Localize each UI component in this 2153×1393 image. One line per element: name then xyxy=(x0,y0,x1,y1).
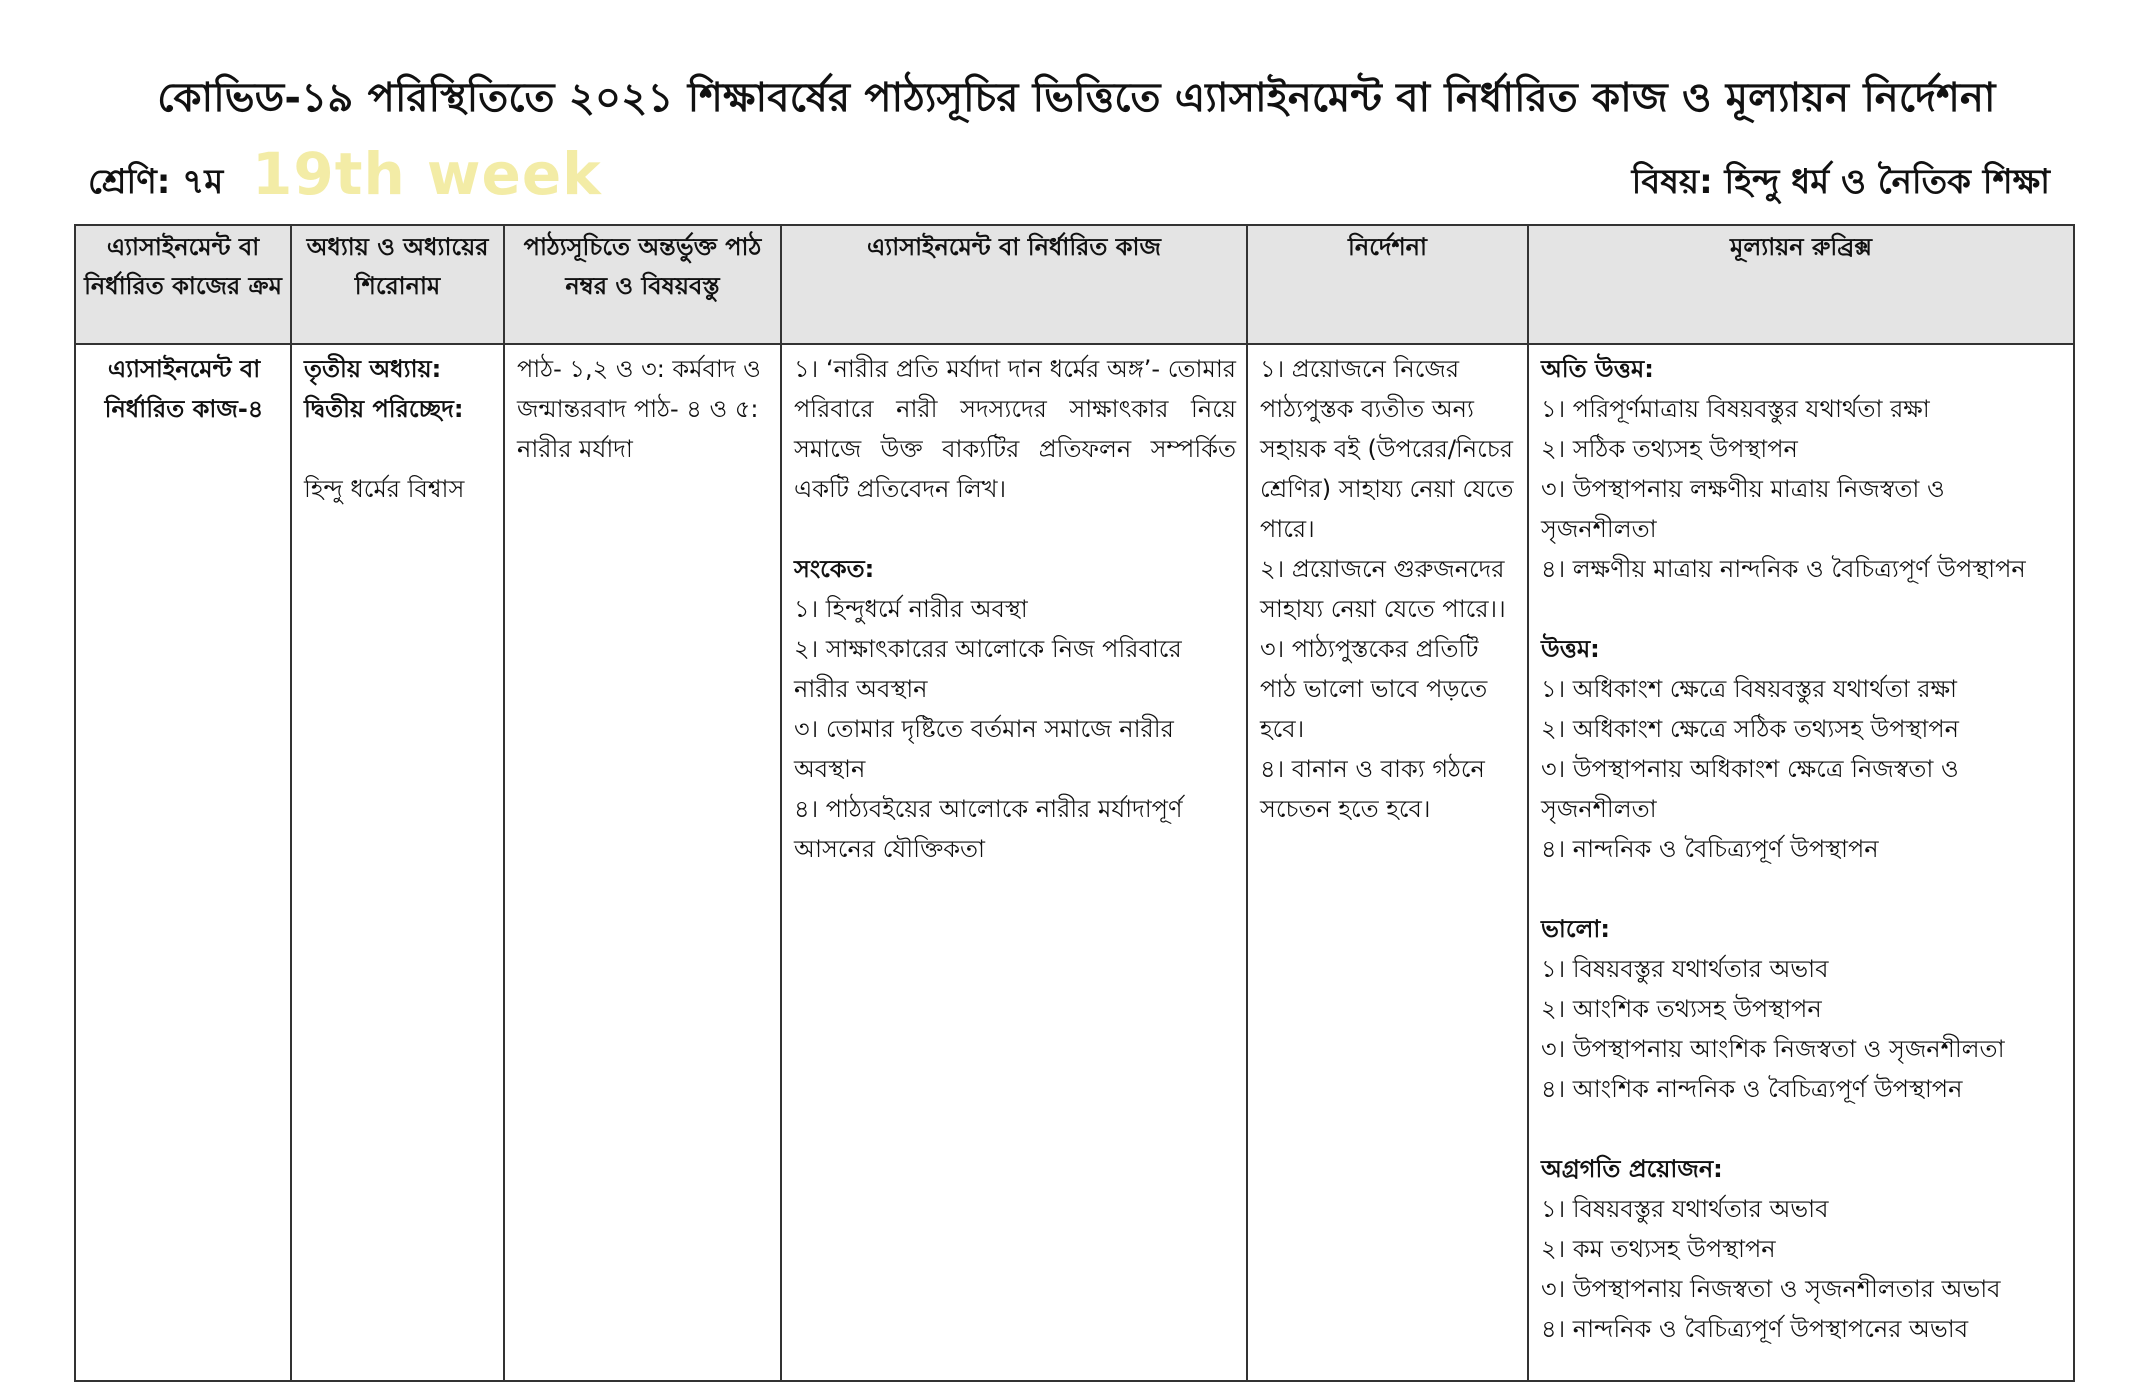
header-chapter: অধ্যায় ও অধ্যায়ের শিরোনাম xyxy=(291,225,504,344)
table-row xyxy=(75,344,2074,1381)
rubric-item: ৪। লক্ষণীয় মাত্রায় নান্দনিক ও বৈচিত্র্যপূর্ণ উপস্থাপন xyxy=(1541,555,2026,583)
rubric-heading: ভালো: xyxy=(1541,915,1610,943)
header-task: এ্যাসাইনমেন্ট বা নির্ধারিত কাজ xyxy=(781,225,1247,344)
rubric-item: ১। পরিপূর্ণমাত্রায় বিষয়বস্তুর যথার্থতা রক্ষা xyxy=(1541,395,1930,423)
hint-item: ২। সাক্ষাৎকারের আলোকে নিজ পরিবারে নারীর অবস্থান xyxy=(794,635,1182,703)
rubric-heading: উত্তম: xyxy=(1541,635,1600,663)
header-lessons: পাঠ্যসূচিতে অন্তর্ভুক্ত পাঠ নম্বর ও বিষয়বস্তু xyxy=(504,225,781,344)
rubric-item: ১। অধিকাংশ ক্ষেত্রে বিষয়বস্তুর যথার্থতা রক্ষা xyxy=(1541,675,1957,703)
table-header-row xyxy=(75,225,2074,344)
rubric-item: ২। আংশিক তথ্যসহ উপস্থাপন xyxy=(1541,995,1822,1023)
rubric-item: ৪। আংশিক নান্দনিক ও বৈচিত্র্যপূর্ণ উপস্থাপন xyxy=(1541,1075,1963,1103)
rubric-item: ৪। নান্দনিক ও বৈচিত্র্যপূর্ণ উপস্থাপন xyxy=(1541,835,1879,863)
cell-chapter xyxy=(291,344,504,1381)
rubric-item: ২। সঠিক তথ্যসহ উপস্থাপন xyxy=(1541,435,1798,463)
cell-rubric xyxy=(1528,344,2074,1381)
header-instructions: নির্দেশনা xyxy=(1247,225,1528,344)
task-text: ১। ‘নারীর প্রতি মর্যাদা দান ধর্মের অঙ্গ’- তোমার পরিবারে নারী সদস্যদের সাক্ষাৎকার নিয়ে সমাজে উক্ত বাক্যটির প্রতিফলন সম্পর্কিত একটি প্রতিবেদন লিখ। xyxy=(794,355,1236,503)
assignment-table xyxy=(74,224,2075,1382)
section-number: দ্বিতীয় পরিচ্ছেদ: xyxy=(304,395,464,423)
instruction-item: ৩। পাঠ্যপুস্তকের প্রতিটি পাঠ ভালো ভাবে পড়তে হবে। xyxy=(1260,635,1488,743)
rubric-heading: অতি উত্তম: xyxy=(1541,355,1654,383)
header-serial: এ্যাসাইনমেন্ট বা নির্ধারিত কাজের ক্রম xyxy=(75,225,291,344)
rubric-item: ৩। উপস্থাপনায় আংশিক নিজস্বতা ও সৃজনশীলতা xyxy=(1541,1035,2005,1063)
rubric-heading: অগ্রগতি প্রয়োজন: xyxy=(1541,1155,1723,1183)
rubric-item: ৩। উপস্থাপনায় লক্ষণীয় মাত্রায় নিজস্বতা ও সৃজনশীলতা xyxy=(1541,475,1945,543)
cell-lessons: পাঠ- ১,২ ও ৩: কর্মবাদ ও জন্মান্তরবাদ পাঠ- ৪ ও ৫: নারীর মর্যাদা xyxy=(504,344,781,1381)
hint-item: ৩। তোমার দৃষ্টিতে বর্তমান সমাজে নারীর অবস্থান xyxy=(794,715,1174,783)
chapter-number: তৃতীয় অধ্যায়: xyxy=(304,355,442,383)
cell-task xyxy=(781,344,1247,1381)
instruction-item: ১। প্রয়োজনে নিজের পাঠ্যপুস্তক ব্যতীত অন্য সহায়ক বই (উপরের/নিচের শ্রেণির) সাহায্য নেয়া যেতে পারে। xyxy=(1260,355,1514,543)
cell-serial: এ্যাসাইনমেন্ট বা নির্ধারিত কাজ-৪ xyxy=(75,344,291,1381)
rubric-item: ৪। নান্দনিক ও বৈচিত্র্যপূর্ণ উপস্থাপনের অভাব xyxy=(1541,1315,1969,1343)
header-rubric: মূল্যায়ন রুব্রিক্স xyxy=(1528,225,2074,344)
rubric-item: ২। অধিকাংশ ক্ষেত্রে সঠিক তথ্যসহ উপস্থাপন xyxy=(1541,715,1959,743)
week-watermark: 19th week xyxy=(252,140,602,208)
hints-title: সংকেত: xyxy=(794,555,875,583)
hint-item: ৪। পাঠ্যবইয়ের আলোকে নারীর মর্যাদাপূর্ণ আসনের যৌক্তিকতা xyxy=(794,795,1183,863)
page-title: কোভিড-১৯ পরিস্থিতিতে ২০২১ শিক্ষাবর্ষের পাঠ্যসূচির ভিত্তিতে এ্যাসাইনমেন্ট বা নির্ধারিত কাজ ও মূল্যায়ন নির্দেশনা xyxy=(157,75,1996,121)
instruction-item: ২। প্রয়োজনে গুরুজনদের সাহায্য নেয়া যেতে পারে।। xyxy=(1260,555,1506,623)
class-label: শ্রেণি: ৭ম xyxy=(88,162,224,202)
cell-instructions xyxy=(1247,344,1528,1381)
rubric-item: ৩। উপস্থাপনায় নিজস্বতা ও সৃজনশীলতার অভাব xyxy=(1541,1275,2001,1303)
chapter-title: হিন্দু ধর্মের বিশ্বাস xyxy=(304,475,465,503)
rubric-item: ১। বিষয়বস্তুর যথার্থতার অভাব xyxy=(1541,1195,1829,1223)
subject-label: বিষয়: হিন্দু ধর্ম ও নৈতিক শিক্ষা xyxy=(1631,162,2050,202)
instruction-item: ৪। বানান ও বাক্য গঠনে সচেতন হতে হবে। xyxy=(1260,755,1485,823)
hint-item: ১। হিন্দুধর্মে নারীর অবস্থা xyxy=(794,595,1028,623)
rubric-item: ২। কম তথ্যসহ উপস্থাপন xyxy=(1541,1235,1776,1263)
rubric-item: ১। বিষয়বস্তুর যথার্থতার অভাব xyxy=(1541,955,1829,983)
rubric-item: ৩। উপস্থাপনায় অধিকাংশ ক্ষেত্রে নিজস্বতা ও সৃজনশীলতা xyxy=(1541,755,1959,823)
